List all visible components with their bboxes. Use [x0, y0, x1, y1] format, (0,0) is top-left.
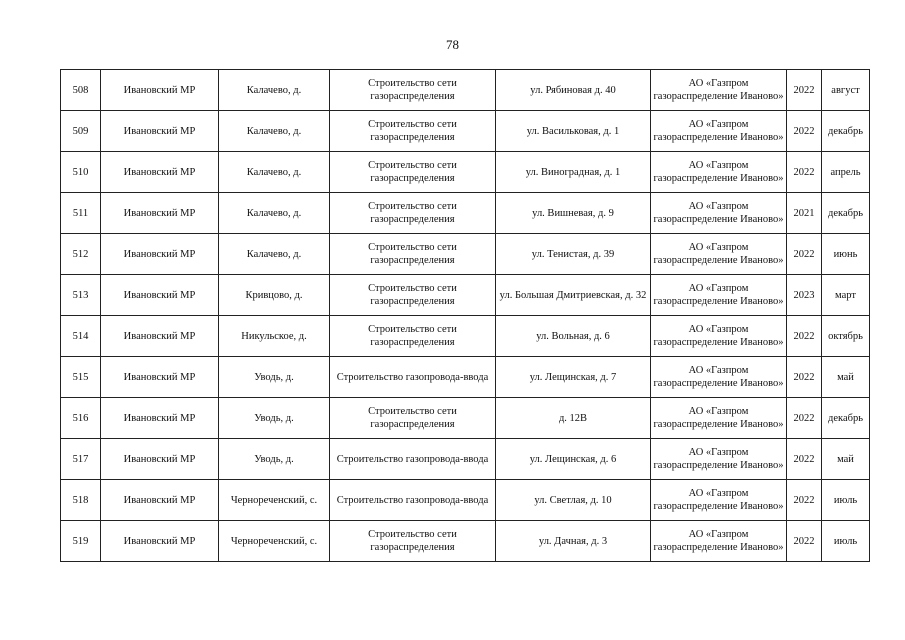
month-cell: апрель: [822, 152, 870, 193]
settlement-cell: Калачево, д.: [219, 152, 330, 193]
settlement-cell: Чернореченский, с.: [219, 480, 330, 521]
table-row: [61, 275, 870, 316]
table-row: [61, 316, 870, 357]
table-row: [61, 357, 870, 398]
work-type-cell: Строительство сети газораспределения: [330, 70, 496, 111]
row-number-cell: 512: [61, 234, 101, 275]
settlement-cell: Калачево, д.: [219, 193, 330, 234]
year-cell: 2022: [787, 316, 822, 357]
settlement-cell: Калачево, д.: [219, 234, 330, 275]
organization-cell: АО «Газпром газораспределение Иваново»: [651, 521, 787, 562]
table-row: [61, 70, 870, 111]
settlement-cell: Уводь, д.: [219, 439, 330, 480]
work-type-cell: Строительство сети газораспределения: [330, 275, 496, 316]
organization-cell: АО «Газпром газораспределение Иваново»: [651, 152, 787, 193]
year-cell: 2023: [787, 275, 822, 316]
work-type-cell: Строительство газопровода-ввода: [330, 439, 496, 480]
settlement-cell: Никульское, д.: [219, 316, 330, 357]
organization-cell: АО «Газпром газораспределение Иваново»: [651, 480, 787, 521]
table-row: [61, 234, 870, 275]
district-cell: Ивановский МР: [101, 193, 219, 234]
year-cell: 2022: [787, 111, 822, 152]
month-cell: июль: [822, 521, 870, 562]
work-type-cell: Строительство сети газораспределения: [330, 316, 496, 357]
page-number: 78: [446, 37, 459, 52]
district-cell: Ивановский МР: [101, 275, 219, 316]
table-row: [61, 152, 870, 193]
year-cell: 2022: [787, 521, 822, 562]
row-number-cell: 508: [61, 70, 101, 111]
month-cell: октябрь: [822, 316, 870, 357]
work-type-cell: Строительство сети газораспределения: [330, 398, 496, 439]
row-number-cell: 514: [61, 316, 101, 357]
organization-cell: АО «Газпром газораспределение Иваново»: [651, 193, 787, 234]
row-number-cell: 517: [61, 439, 101, 480]
address-cell: ул. Лещинская, д. 6: [496, 439, 651, 480]
year-cell: 2022: [787, 357, 822, 398]
address-cell: ул. Большая Дмитриевская, д. 32: [496, 275, 651, 316]
district-cell: Ивановский МР: [101, 316, 219, 357]
year-cell: 2022: [787, 439, 822, 480]
work-type-cell: Строительство газопровода-ввода: [330, 480, 496, 521]
district-cell: Ивановский МР: [101, 439, 219, 480]
month-cell: август: [822, 70, 870, 111]
month-cell: декабрь: [822, 398, 870, 439]
address-cell: ул. Вольная, д. 6: [496, 316, 651, 357]
organization-cell: АО «Газпром газораспределение Иваново»: [651, 439, 787, 480]
table-row: [61, 480, 870, 521]
district-cell: Ивановский МР: [101, 234, 219, 275]
month-cell: май: [822, 439, 870, 480]
settlement-cell: Уводь, д.: [219, 398, 330, 439]
row-number-cell: 510: [61, 152, 101, 193]
address-cell: ул. Виноградная, д. 1: [496, 152, 651, 193]
row-number-cell: 515: [61, 357, 101, 398]
organization-cell: АО «Газпром газораспределение Иваново»: [651, 357, 787, 398]
row-number-cell: 509: [61, 111, 101, 152]
table-row: [61, 193, 870, 234]
address-cell: ул. Рябиновая д. 40: [496, 70, 651, 111]
district-cell: Ивановский МР: [101, 398, 219, 439]
year-cell: 2022: [787, 398, 822, 439]
settlement-cell: Уводь, д.: [219, 357, 330, 398]
organization-cell: АО «Газпром газораспределение Иваново»: [651, 70, 787, 111]
settlement-cell: Калачево, д.: [219, 70, 330, 111]
address-cell: ул. Вишневая, д. 9: [496, 193, 651, 234]
table-row: [61, 111, 870, 152]
district-cell: Ивановский МР: [101, 521, 219, 562]
table-row: [61, 398, 870, 439]
year-cell: 2021: [787, 193, 822, 234]
district-cell: Ивановский МР: [101, 70, 219, 111]
row-number-cell: 511: [61, 193, 101, 234]
year-cell: 2022: [787, 234, 822, 275]
month-cell: июль: [822, 480, 870, 521]
address-cell: ул. Васильковая, д. 1: [496, 111, 651, 152]
work-type-cell: Строительство сети газораспределения: [330, 111, 496, 152]
month-cell: декабрь: [822, 193, 870, 234]
table-body: [61, 70, 870, 562]
work-type-cell: Строительство сети газораспределения: [330, 234, 496, 275]
row-number-cell: 513: [61, 275, 101, 316]
district-cell: Ивановский МР: [101, 480, 219, 521]
address-cell: ул. Дачная, д. 3: [496, 521, 651, 562]
organization-cell: АО «Газпром газораспределение Иваново»: [651, 316, 787, 357]
row-number-cell: 518: [61, 480, 101, 521]
work-type-cell: Строительство сети газораспределения: [330, 152, 496, 193]
work-type-cell: Строительство сети газораспределения: [330, 521, 496, 562]
district-cell: Ивановский МР: [101, 357, 219, 398]
row-number-cell: 516: [61, 398, 101, 439]
address-cell: ул. Светлая, д. 10: [496, 480, 651, 521]
work-type-cell: Строительство сети газораспределения: [330, 193, 496, 234]
settlement-cell: Чернореченский, с.: [219, 521, 330, 562]
table-row: [61, 439, 870, 480]
address-cell: ул. Тенистая, д. 39: [496, 234, 651, 275]
year-cell: 2022: [787, 480, 822, 521]
month-cell: май: [822, 357, 870, 398]
month-cell: март: [822, 275, 870, 316]
table-row: [61, 521, 870, 562]
address-cell: д. 12В: [496, 398, 651, 439]
gasification-table: [60, 69, 870, 562]
work-type-cell: Строительство газопровода-ввода: [330, 357, 496, 398]
settlement-cell: Калачево, д.: [219, 111, 330, 152]
year-cell: 2022: [787, 70, 822, 111]
month-cell: декабрь: [822, 111, 870, 152]
organization-cell: АО «Газпром газораспределение Иваново»: [651, 275, 787, 316]
address-cell: ул. Лещинская, д. 7: [496, 357, 651, 398]
district-cell: Ивановский МР: [101, 111, 219, 152]
row-number-cell: 519: [61, 521, 101, 562]
settlement-cell: Кривцово, д.: [219, 275, 330, 316]
organization-cell: АО «Газпром газораспределение Иваново»: [651, 398, 787, 439]
organization-cell: АО «Газпром газораспределение Иваново»: [651, 234, 787, 275]
district-cell: Ивановский МР: [101, 152, 219, 193]
year-cell: 2022: [787, 152, 822, 193]
month-cell: июнь: [822, 234, 870, 275]
organization-cell: АО «Газпром газораспределение Иваново»: [651, 111, 787, 152]
